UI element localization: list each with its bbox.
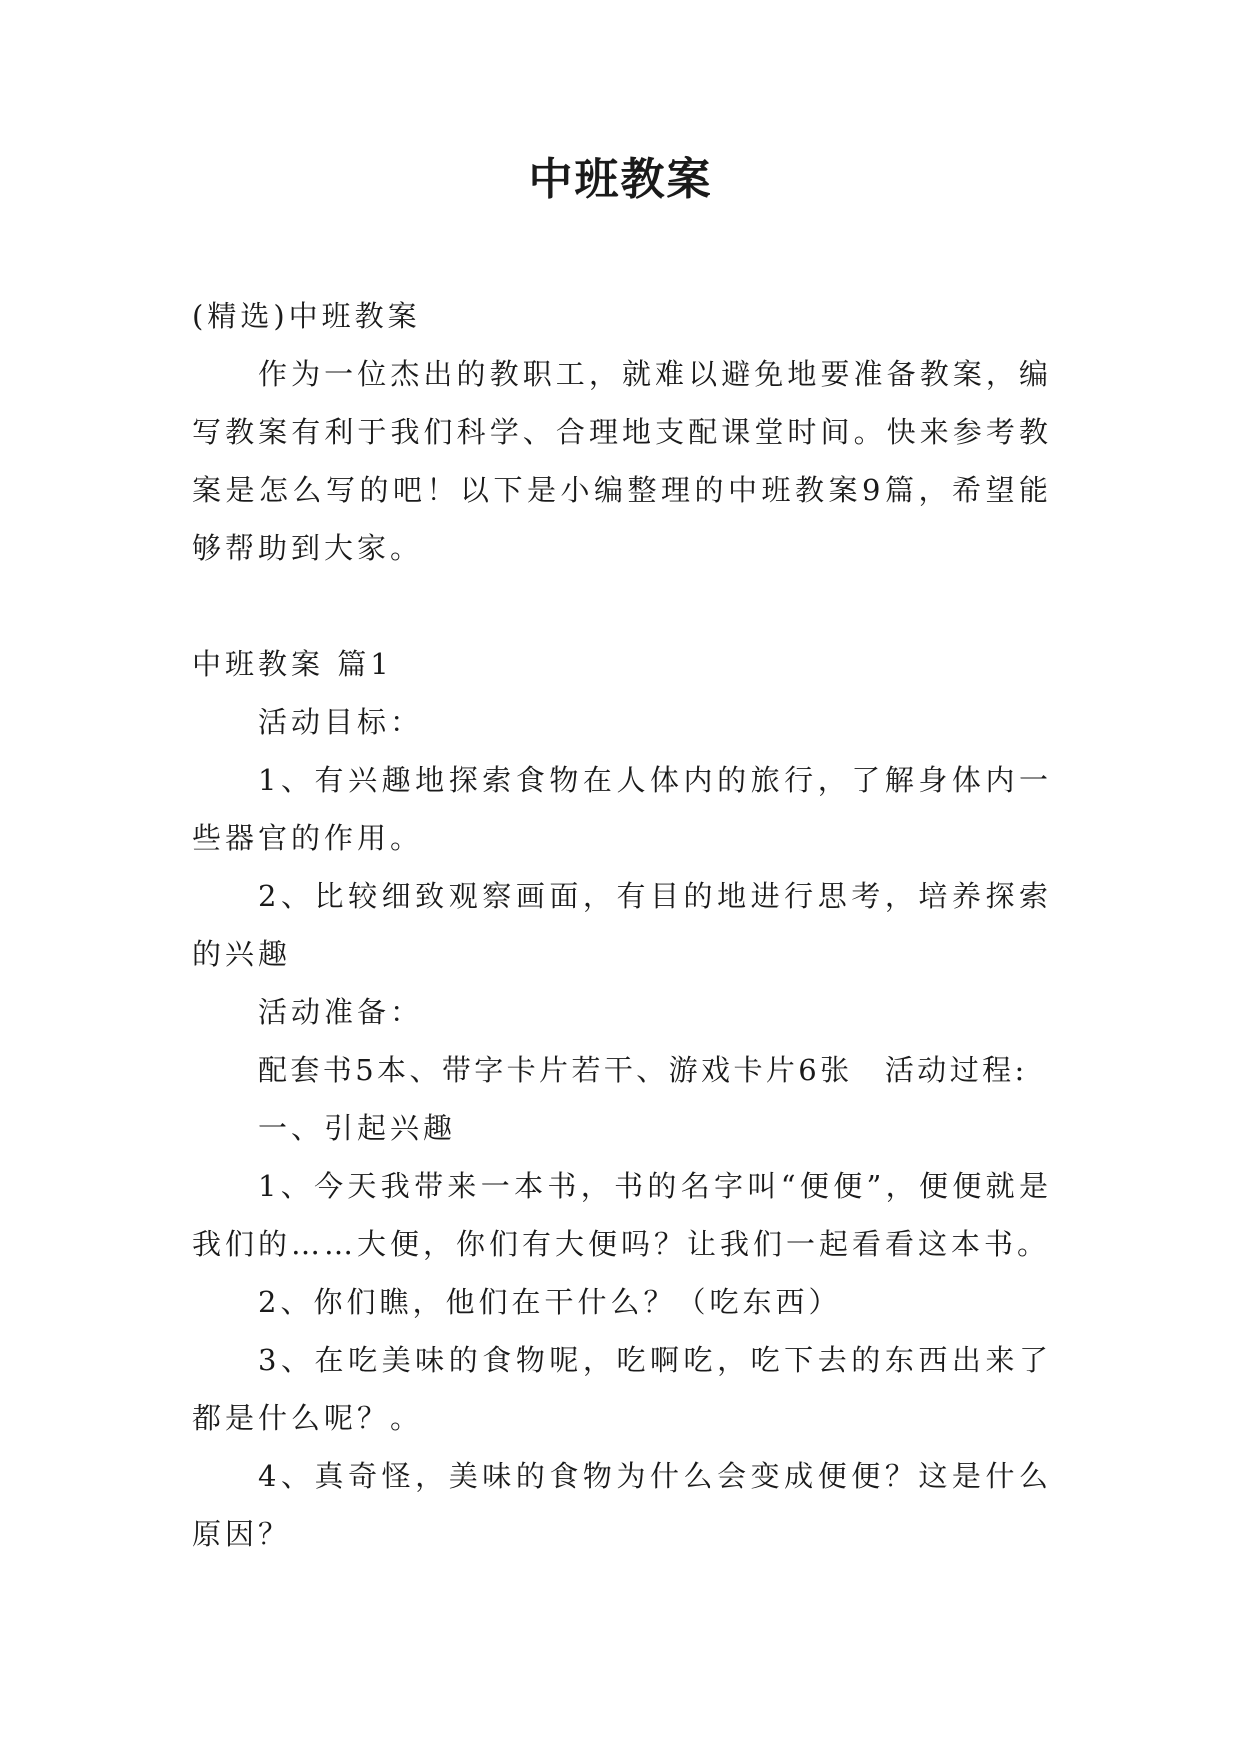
step-item-4: 4、真奇怪，美味的食物为什么会变成便便？这是什么原因？ [192, 1459, 1052, 1551]
step-heading: 一、引起兴趣 [258, 1111, 457, 1145]
document-body [192, 287, 1052, 1563]
intro-paragraph: 作为一位杰出的教职工，就难以避免地要准备教案，编写教案有利于我们科学、合理地支配课堂时间。快来参考教案是怎么写的吧！以下是小编整理的中班教案9篇，希望能够帮助到大家。 [192, 357, 1052, 565]
goal-item-2: 2、比较细致观察画面，有目的地进行思考，培养探索的兴趣 [192, 879, 1052, 971]
step-item-3: 3、在吃美味的食物呢，吃啊吃，吃下去的东西出来了都是什么呢？。 [192, 1343, 1052, 1435]
step-item-1: 1、今天我带来一本书，书的名字叫“便便”，便便就是我们的……大便，你们有大便吗？让我们一起看看这本书。 [192, 1169, 1052, 1261]
step-item-2: 2、你们瞧，他们在干什么？（吃东西） [258, 1285, 842, 1319]
section-heading: 中班教案 篇1 [192, 647, 393, 681]
paragraph-spacer [192, 577, 1052, 635]
goal-item-1: 1、有兴趣地探索食物在人体内的旅行，了解身体内一些器官的作用。 [192, 763, 1052, 855]
document-subtitle: (精选)中班教案 [192, 299, 421, 333]
prep-items: 配套书5本、带字卡片若干、游戏卡片6张 活动过程: [258, 1053, 1028, 1087]
document-title: 中班教案 [528, 154, 713, 205]
prep-label: 活动准备： [258, 995, 424, 1029]
goals-label: 活动目标： [258, 705, 424, 739]
